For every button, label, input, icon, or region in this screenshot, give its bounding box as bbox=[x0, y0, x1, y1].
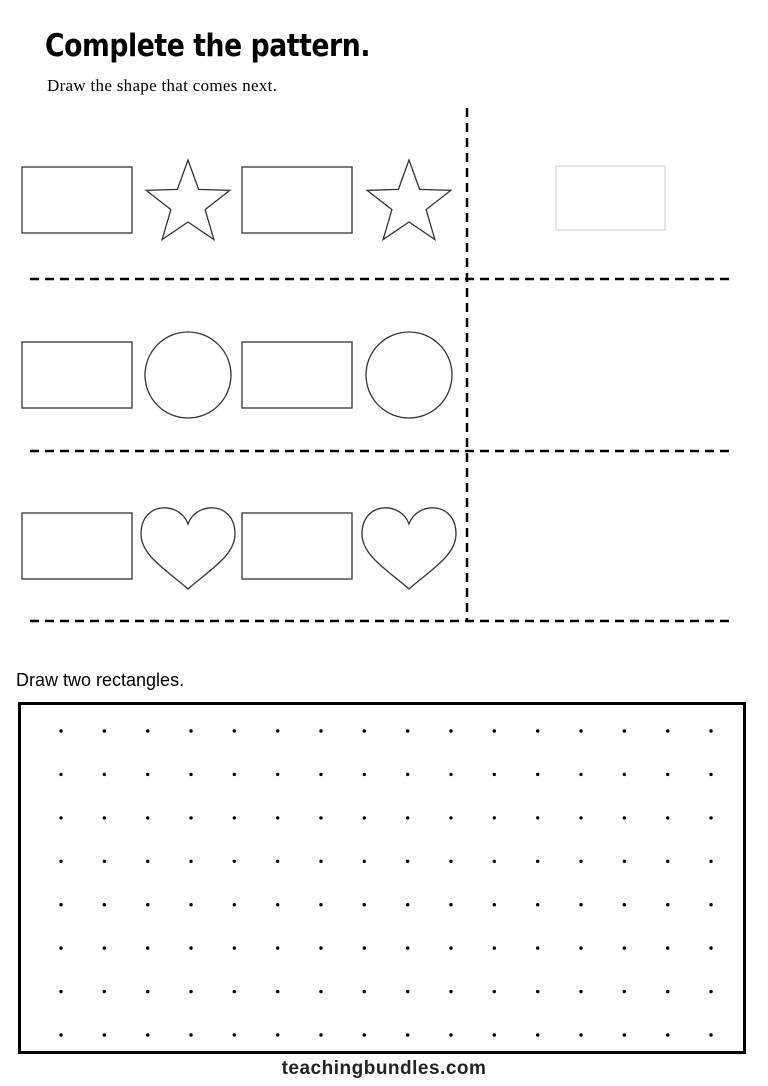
grid-dot bbox=[59, 946, 62, 949]
grid-dot bbox=[59, 729, 62, 732]
row-1-star-shape-2 bbox=[146, 160, 230, 240]
grid-dot bbox=[406, 1033, 409, 1036]
grid-dot bbox=[666, 773, 669, 776]
grid-dot bbox=[189, 946, 192, 949]
grid-dot bbox=[59, 990, 62, 993]
grid-dot bbox=[189, 990, 192, 993]
row-3-heart-shape-2 bbox=[141, 508, 235, 589]
row-3-heart-shape-4 bbox=[362, 508, 456, 589]
grid-dot bbox=[233, 729, 236, 732]
grid-dot bbox=[276, 773, 279, 776]
grid-dot bbox=[363, 860, 366, 863]
grid-dot bbox=[623, 903, 626, 906]
grid-dot bbox=[666, 946, 669, 949]
grid-dot bbox=[319, 860, 322, 863]
grid-dot bbox=[406, 860, 409, 863]
grid-dot bbox=[536, 1033, 539, 1036]
grid-dot bbox=[189, 1033, 192, 1036]
grid-dot bbox=[493, 816, 496, 819]
grid-dot bbox=[146, 860, 149, 863]
grid-dot bbox=[449, 773, 452, 776]
grid-dot bbox=[406, 773, 409, 776]
grid-dot bbox=[319, 816, 322, 819]
grid-dot bbox=[623, 860, 626, 863]
grid-dot bbox=[579, 990, 582, 993]
grid-dot bbox=[709, 1033, 712, 1036]
grid-dot bbox=[363, 946, 366, 949]
grid-dot bbox=[406, 990, 409, 993]
row-2-circle-shape-2 bbox=[145, 332, 231, 418]
grid-dot bbox=[103, 729, 106, 732]
grid-dot bbox=[623, 816, 626, 819]
grid-dot bbox=[363, 816, 366, 819]
grid-dot bbox=[493, 773, 496, 776]
row-3-rectangle-shape-3 bbox=[242, 513, 352, 579]
grid-dot bbox=[103, 860, 106, 863]
grid-dot bbox=[493, 729, 496, 732]
grid-dot bbox=[103, 1033, 106, 1036]
grid-dot bbox=[536, 990, 539, 993]
grid-dot bbox=[493, 903, 496, 906]
grid-dot bbox=[406, 816, 409, 819]
grid-dot bbox=[363, 990, 366, 993]
grid-dot bbox=[233, 1033, 236, 1036]
row-2-rectangle-shape-1 bbox=[22, 342, 132, 408]
row-1-rectangle-shape-1 bbox=[22, 167, 132, 233]
grid-dot bbox=[536, 946, 539, 949]
grid-dot bbox=[59, 860, 62, 863]
grid-dot bbox=[363, 729, 366, 732]
grid-dot bbox=[59, 773, 62, 776]
grid-dot bbox=[189, 773, 192, 776]
grid-dot bbox=[666, 729, 669, 732]
grid-dot bbox=[276, 860, 279, 863]
grid-dot bbox=[233, 990, 236, 993]
grid-dot bbox=[103, 946, 106, 949]
grid-dot bbox=[623, 729, 626, 732]
grid-dot bbox=[363, 903, 366, 906]
grid-dot bbox=[103, 773, 106, 776]
grid-dot bbox=[579, 1033, 582, 1036]
dot-grid bbox=[21, 705, 743, 1051]
grid-dot bbox=[233, 860, 236, 863]
grid-dot bbox=[449, 860, 452, 863]
grid-dot bbox=[319, 903, 322, 906]
footer-website: teachingbundles.com bbox=[281, 1058, 487, 1079]
grid-dot bbox=[146, 946, 149, 949]
grid-dot bbox=[709, 816, 712, 819]
grid-dot bbox=[233, 816, 236, 819]
grid-dot bbox=[276, 729, 279, 732]
grid-dot bbox=[146, 1033, 149, 1036]
grid-dot bbox=[103, 903, 106, 906]
grid-dot bbox=[709, 773, 712, 776]
grid-dot bbox=[623, 1033, 626, 1036]
grid-dot bbox=[623, 990, 626, 993]
row-2-circle-shape-4 bbox=[366, 332, 452, 418]
row-1-answer-hint-rectangle bbox=[556, 166, 665, 230]
grid-dot bbox=[233, 946, 236, 949]
worksheet-instruction: Draw the shape that comes next. bbox=[47, 76, 278, 95]
grid-dot bbox=[276, 990, 279, 993]
grid-dot bbox=[189, 903, 192, 906]
grid-dot bbox=[579, 946, 582, 949]
grid-dot bbox=[276, 816, 279, 819]
grid-dot bbox=[319, 1033, 322, 1036]
grid-dot bbox=[623, 773, 626, 776]
row-1-star-shape-4 bbox=[367, 160, 451, 240]
grid-dot bbox=[536, 816, 539, 819]
row-2-rectangle-shape-3 bbox=[242, 342, 352, 408]
grid-dot bbox=[623, 946, 626, 949]
grid-dot bbox=[146, 816, 149, 819]
grid-dot bbox=[233, 903, 236, 906]
grid-dot bbox=[319, 729, 322, 732]
grid-dot bbox=[493, 990, 496, 993]
grid-dot bbox=[579, 860, 582, 863]
grid-dot bbox=[536, 729, 539, 732]
grid-dot bbox=[449, 816, 452, 819]
grid-dot bbox=[536, 860, 539, 863]
grid-dot bbox=[709, 946, 712, 949]
dot-grid-drawing-area[interactable] bbox=[18, 702, 746, 1054]
grid-dot bbox=[666, 860, 669, 863]
grid-dot bbox=[449, 1033, 452, 1036]
grid-dot bbox=[493, 1033, 496, 1036]
grid-dot bbox=[536, 903, 539, 906]
grid-dot bbox=[666, 1033, 669, 1036]
grid-dot bbox=[319, 773, 322, 776]
grid-dot bbox=[493, 946, 496, 949]
grid-dot bbox=[146, 903, 149, 906]
grid-dot bbox=[189, 729, 192, 732]
grid-dot bbox=[189, 816, 192, 819]
drawing-task-label: Draw two rectangles. bbox=[16, 670, 185, 690]
grid-dot bbox=[363, 773, 366, 776]
grid-dot bbox=[59, 1033, 62, 1036]
grid-dot bbox=[579, 816, 582, 819]
grid-dot bbox=[666, 990, 669, 993]
grid-dot bbox=[189, 860, 192, 863]
grid-dot bbox=[709, 729, 712, 732]
grid-dot bbox=[319, 946, 322, 949]
grid-dot bbox=[449, 946, 452, 949]
row-3-rectangle-shape-1 bbox=[22, 513, 132, 579]
grid-dot bbox=[146, 729, 149, 732]
grid-dot bbox=[709, 990, 712, 993]
grid-dot bbox=[579, 903, 582, 906]
grid-dot bbox=[406, 946, 409, 949]
grid-dot bbox=[666, 816, 669, 819]
grid-dot bbox=[449, 903, 452, 906]
grid-dot bbox=[59, 816, 62, 819]
grid-dot bbox=[579, 729, 582, 732]
grid-dot bbox=[146, 773, 149, 776]
grid-dot bbox=[579, 773, 582, 776]
grid-dot bbox=[493, 860, 496, 863]
grid-dot bbox=[103, 990, 106, 993]
grid-dot bbox=[449, 729, 452, 732]
grid-dot bbox=[363, 1033, 366, 1036]
row-1-rectangle-shape-3 bbox=[242, 167, 352, 233]
grid-dot bbox=[276, 903, 279, 906]
grid-dot bbox=[709, 903, 712, 906]
grid-dot bbox=[103, 816, 106, 819]
grid-dot bbox=[233, 773, 236, 776]
grid-dot bbox=[276, 946, 279, 949]
grid-dot bbox=[406, 729, 409, 732]
grid-dot bbox=[319, 990, 322, 993]
grid-dot bbox=[536, 773, 539, 776]
grid-dot bbox=[146, 990, 149, 993]
grid-dot bbox=[709, 860, 712, 863]
grid-dot bbox=[449, 990, 452, 993]
grid-dot bbox=[59, 903, 62, 906]
worksheet-title: Complete the pattern. bbox=[45, 28, 371, 64]
grid-dot bbox=[276, 1033, 279, 1036]
grid-dot bbox=[406, 903, 409, 906]
grid-dot bbox=[666, 903, 669, 906]
